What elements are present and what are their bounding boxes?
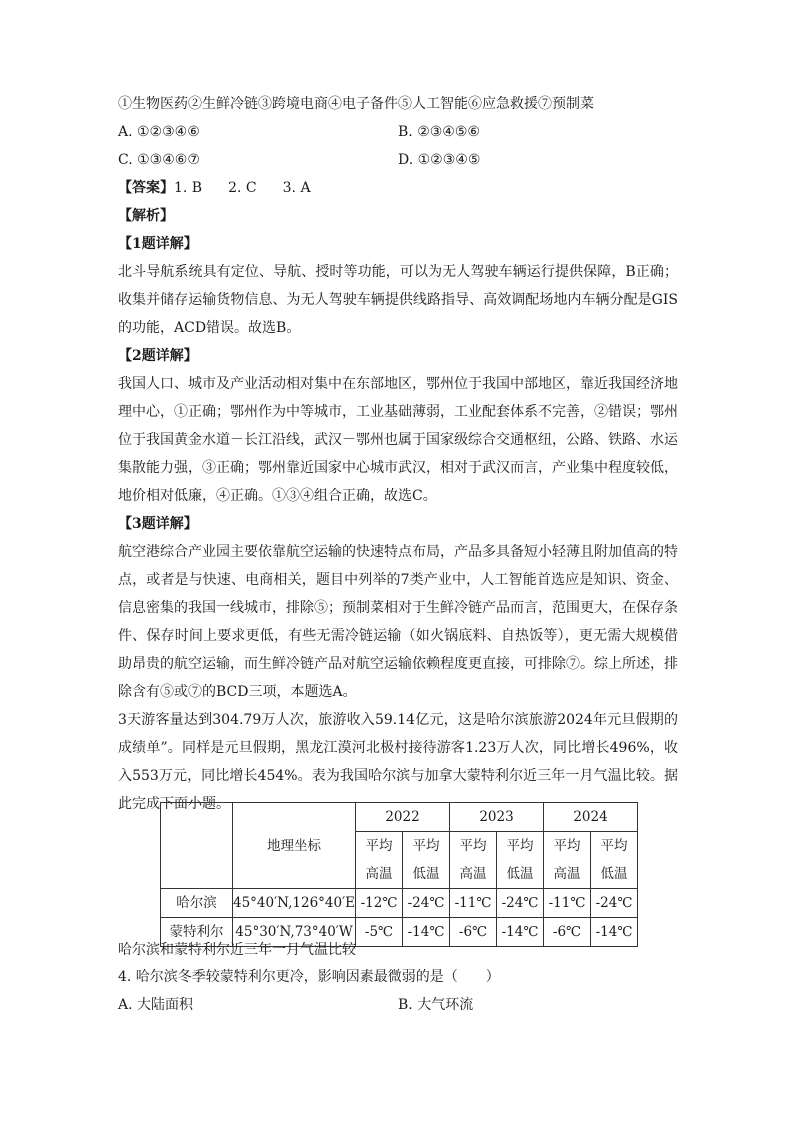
industry-list: ①生物医药②生鲜冷链③跨境电商④电子备件⑤人工智能⑥应急救援⑦预制菜: [118, 96, 594, 112]
avg-low-header: 平均: [403, 832, 450, 861]
q1-explanation: 北斗导航系统具有定位、导航、授时等功能，可以为无人驾驶车辆运行提供保障，B正确；收集并储存运输货物信息、为无人驾驶车辆提供线路指导、高效调配场地内车辆分配是GIS的功能，ACD错误。故选B。: [118, 264, 678, 336]
avg-low-header-2: 低温: [591, 860, 638, 889]
answer-page: [118, 90, 678, 818]
temp-cell: -24℃: [403, 889, 450, 918]
year-2024: 2024: [544, 803, 638, 832]
temp-cell: -11℃: [450, 889, 497, 918]
temp-cell: -11℃: [544, 889, 591, 918]
q2-explanation: 我国人口、城市及产业活动相对集中在东部地区，鄂州位于我国中部地区，靠近我国经济地理中心，①正确；鄂州作为中等城市，工业基础薄弱，工业配套体系不完善，②错误；鄂州位于我国黄金水道－长江沿线，武汉－鄂州也属于国家级综合交通枢纽，公路、铁路、水运集散能力强，③正确；鄂州靠近国家中心城市武汉，相对于武汉而言，产业集中程度较低，地价相对低廉，④正确。①③④组合正确，故选C。: [118, 376, 678, 504]
option-a: A. ①②③④⑥: [118, 124, 200, 140]
avg-high-header-2: 高温: [356, 860, 403, 889]
avg-high-header: 平均: [450, 832, 497, 861]
avg-low-header-2: 低温: [497, 860, 544, 889]
q3-heading: 【3题详解】: [118, 516, 198, 532]
coord-montreal: 45°30′N,73°40′W: [233, 918, 356, 947]
analysis-heading: 【解析】: [118, 208, 174, 224]
options-row-1: [118, 118, 678, 146]
year-2023: 2023: [450, 803, 544, 832]
answer-3: 3. A: [282, 180, 311, 196]
q3-explanation: 航空港综合产业园主要依靠航空运输的快速特点布局，产品多具备短小轻薄且附加值高的特点，或者是与快速、电商相关，题目中列举的7类产业中，人工智能首选应是知识、资金、信息密集的我国一线城市，排除⑤；预制菜相对于生鲜冷链产品而言，范围更大，在保存条件、保存时间上要求更低，有些无需冷链运输（如火锅底料、自热饭等），更无需大规模借助昂贵的航空运输，而生鲜冷链产品对航空运输依赖程度更直接，可排除⑦。综上所述，排除含有⑤或⑦的BCD三项，本题选A。: [118, 544, 678, 700]
table-row: [161, 889, 638, 918]
option-d: D. ①②③④⑤: [398, 152, 481, 168]
geo-header: 地理坐标: [233, 803, 356, 889]
table-corner: [161, 803, 233, 889]
temp-cell: -5℃: [356, 918, 403, 947]
options-row-2: [118, 146, 678, 174]
avg-high-header-2: 高温: [450, 860, 497, 889]
avg-high-header: 平均: [544, 832, 591, 861]
material-intro: 3天游客量达到304.79万人次，旅游收入59.14亿元，这是哈尔滨旅游2024年元旦假期的成绩单”。同样是元旦假期，黑龙江漠河北极村接待游客1.23万人次，同比增长496%，收入553万元，同比增长454%。表为我国哈尔滨与加拿大蒙特利尔近三年一月气温比较。据此完成下面小题。: [118, 712, 678, 812]
avg-low-header-2: 低温: [403, 860, 450, 889]
temp-cell: -14℃: [591, 918, 638, 947]
table-caption: 哈尔滨和蒙特利尔近三年一月气温比较: [118, 942, 356, 958]
temp-cell: -12℃: [356, 889, 403, 918]
city-montreal: 蒙特利尔: [161, 918, 233, 947]
answer-label: 【答案】: [118, 180, 174, 196]
answer-line: [118, 174, 678, 202]
option-b: B. ②③④⑤⑥: [398, 124, 480, 140]
q4-stem: 4. 哈尔滨冬季较蒙特利尔更冷，影响因素最微弱的是（ ）: [118, 969, 500, 985]
q1-heading: 【1题详解】: [118, 236, 198, 252]
temperature-table: [160, 802, 638, 947]
question-4: [118, 963, 678, 1019]
avg-low-header: 平均: [497, 832, 544, 861]
year-2022: 2022: [356, 803, 450, 832]
temp-cell: -14℃: [403, 918, 450, 947]
q4-options: [118, 991, 678, 1019]
q2-heading: 【2题详解】: [118, 348, 198, 364]
option-c: C. ①③④⑥⑦: [118, 152, 200, 168]
avg-high-header: 平均: [356, 832, 403, 861]
temp-cell: -6℃: [450, 918, 497, 947]
coord-harbin: 45°40′N,126°40′E: [233, 889, 356, 918]
answer-1: 1. B: [174, 180, 203, 196]
avg-low-header: 平均: [591, 832, 638, 861]
temp-cell: -6℃: [544, 918, 591, 947]
avg-high-header-2: 高温: [544, 860, 591, 889]
city-harbin: 哈尔滨: [161, 889, 233, 918]
answer-2: 2. C: [228, 180, 257, 196]
temp-cell: -24℃: [591, 889, 638, 918]
q4-option-b: B. 大气环流: [398, 997, 474, 1013]
temp-cell: -14℃: [497, 918, 544, 947]
q4-option-a: A. 大陆面积: [118, 997, 194, 1013]
temp-cell: -24℃: [497, 889, 544, 918]
